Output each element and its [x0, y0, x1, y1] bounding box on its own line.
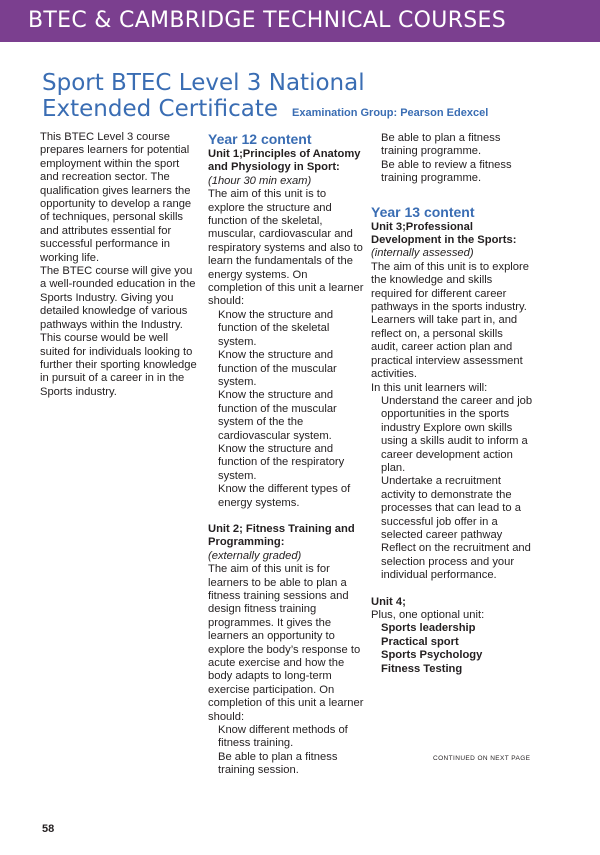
year13-heading: Year 13 content: [371, 203, 475, 220]
title-line-2: [42, 96, 488, 126]
unit2-title: Unit 2; Fitness Training and Programming:: [208, 522, 355, 549]
unit3-item: Understand the career and job opportunities in the sports industry Explore own skills using a skills audit to inform a career development action plan.: [381, 394, 533, 474]
unit1-intro: The aim of this unit is to explore the structure and function of the skeletal, muscular, cardiovascular and respiratory systems and also to learn the fundamentals of the energy systems. On completion of this unit a learner should:: [208, 188, 364, 308]
unit4-title: Unit 4;: [371, 595, 406, 608]
unit3-lead: In this unit learners will:: [371, 381, 488, 394]
unit2-assessment: (externally graded): [208, 549, 302, 562]
title-line-1: Sport BTEC Level 3 National: [42, 70, 365, 96]
unit2-item: Be able to plan a fitness training session.: [218, 750, 338, 777]
continued-note: CONTINUED ON NEXT PAGE: [433, 755, 531, 762]
unit4-lead: Plus, one optional unit:: [371, 609, 485, 621]
year12-column: [208, 131, 364, 778]
unit2-intro: The aim of this unit is for learners to be able to plan a fitness training sessions and design fitness training programmes. It gives the learners an opportunity to explore the body’s response to acute exercise and how the body adapts to long-term exercise participation. On completion of this unit a learner should:: [208, 563, 364, 723]
unit3-intro: The aim of this unit is to explore the knowledge and skills required for different career pathways in the sports industry. Learners will take part in, and reflect on, a personal skills audit, career action plan and practical interview assessment activities.: [371, 260, 529, 381]
page-number: 58: [42, 823, 55, 835]
optional-unit: Practical sport: [381, 635, 459, 648]
unit1-title: Unit 1;Principles of Anatomy and Physiology in Sport:: [208, 148, 361, 174]
intro-paragraph-1: This BTEC Level 3 course prepares learners for potential employment within the sport and recreation sector. The qualification gives learners the opportunity to develop a range of techniques, personal skills and attributes essential for successful performance in working life.: [40, 131, 192, 264]
unit2-item: Be able to review a fitness training programme.: [381, 158, 512, 185]
banner-title: BTEC & CAMBRIDGE TECHNICAL COURSES: [28, 8, 507, 33]
unit1-item: Know the structure and function of the muscular system.: [218, 349, 337, 388]
page-title: [42, 70, 488, 126]
unit2-item: Be able to plan a fitness training programme.: [381, 132, 501, 158]
unit1-item: Know the different types of energy systems.: [218, 483, 351, 509]
unit1-item: Know the structure and function of the muscular system of the the cardiovascular system.: [218, 389, 337, 442]
unit3-title: Unit 3;Professional Development in the Sports:: [371, 220, 517, 247]
intro-paragraph-2: The BTEC course will give you a well-rounded education in the Sports Industry. Giving you detailed knowledge of various pathways within the Industry. This course would be well suited for individuals looking to further their sporting knowledge in pursuit of a career in in the Sports industry.: [40, 265, 197, 398]
exam-group: Examination Group: Pearson Edexcel: [292, 107, 489, 119]
unit2-item: Know different methods of fitness training.: [218, 724, 348, 750]
title-line-2-text: Extended Certificate: [42, 96, 279, 122]
header-banner: [0, 0, 600, 42]
year13-column: [371, 132, 533, 676]
unit1-assessment: (1hour 30 min exam): [208, 174, 312, 187]
intro-column: [40, 131, 198, 399]
optional-unit: Fitness Testing: [381, 662, 463, 675]
year12-heading: Year 12 content: [208, 131, 312, 147]
optional-unit: Sports leadership: [381, 622, 476, 635]
unit1-item: Know the structure and function of the respiratory system.: [218, 442, 345, 482]
unit3-assessment: (internally assessed): [371, 247, 474, 260]
optional-unit: Sports Psychology: [381, 649, 483, 662]
unit1-item: Know the structure and function of the skeletal system.: [218, 308, 334, 348]
unit3-item: Undertake a recruitment activity to demonstrate the processes that can lead to a successful job offer in a selected career pathway Reflect on the recruitment and selection process and your individual performance.: [381, 475, 531, 582]
